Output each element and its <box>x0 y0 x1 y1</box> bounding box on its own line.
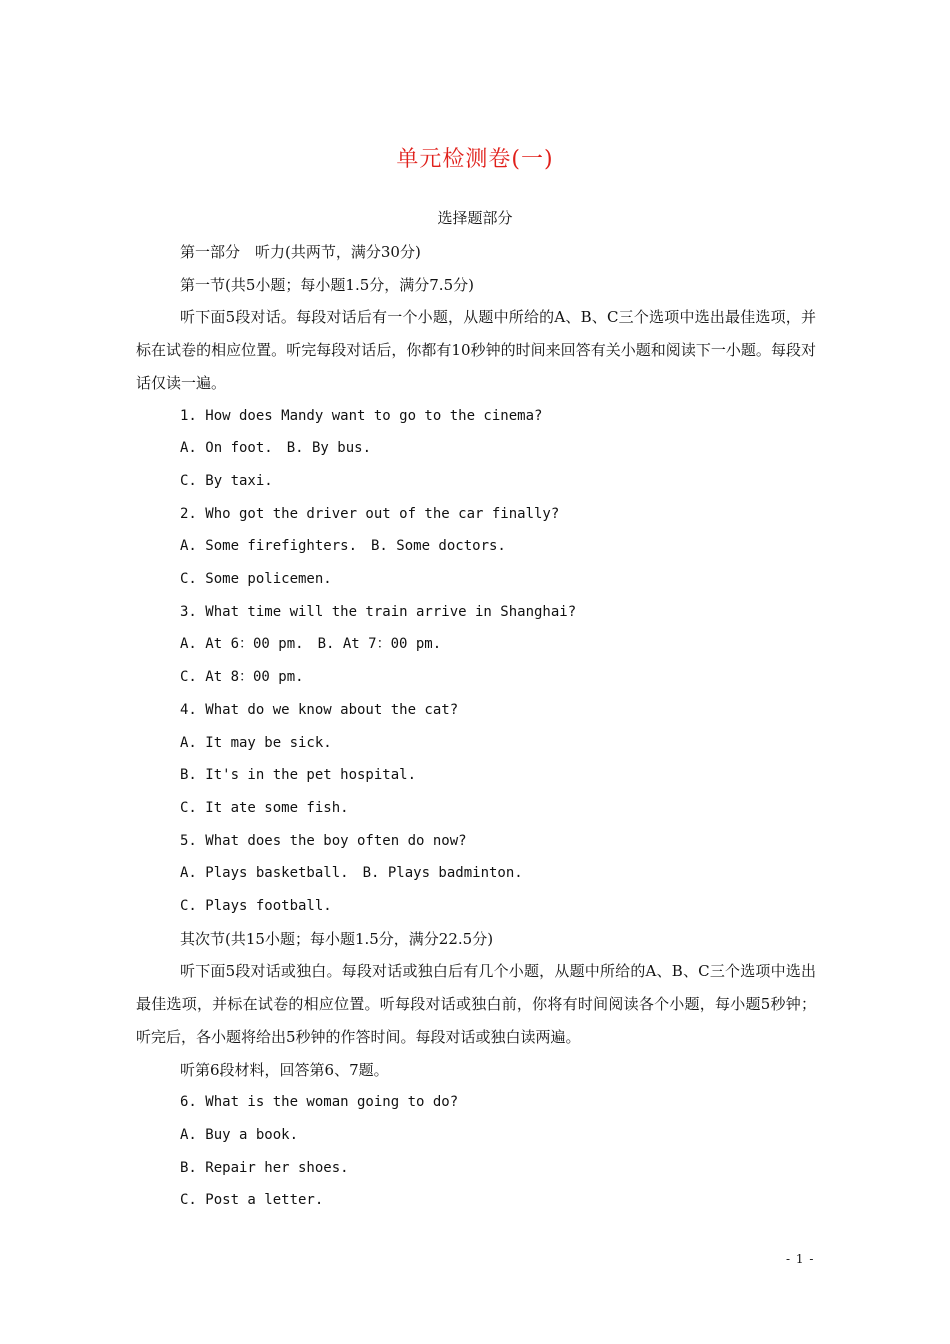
question-2: 2. Who got the driver out of the car finally? <box>180 505 560 522</box>
question-5-options-row-1: A. Plays basketball. B. Plays badminton. <box>180 865 523 882</box>
question-4-option-a: A. It may be sick. <box>180 734 332 751</box>
question-1: 1. How does Mandy want to go to the cinema? <box>180 407 543 424</box>
question-5-options-row-2: C. Plays football. <box>180 898 332 915</box>
part-heading: 第一部分 听力(共两节，满分30分) <box>180 243 421 261</box>
page-title: 单元检测卷(一) <box>396 147 554 172</box>
question-6-option-c: C. Post a letter. <box>180 1192 324 1209</box>
question-3: 3. What time will the train arrive in Shanghai? <box>180 603 577 620</box>
question-2-options-row-1: A. Some firefighters. B. Some doctors. <box>180 538 506 555</box>
section-two-instructions: 听下面5段对话或独白。每段对话或独白后有几个小题，从题中所给的A、B、C三个选项中选出最佳选项，并标在试卷的相应位置。听每段对话或独白前，你将有时间阅读各个小题，每小题5秒钟；听完后，各小题将给出5秒钟的作答时间。每段对话或独白读两遍。 <box>136 962 816 1046</box>
section-one-heading: 第一节(共5小题；每小题1.5分，满分7.5分) <box>180 275 474 294</box>
page-number: - 1 - <box>786 1252 815 1266</box>
question-2-options-row-2: C. Some policemen. <box>180 571 332 588</box>
question-1-options-row-2: C. By taxi. <box>180 472 273 489</box>
question-1-options-row-1: A. On foot. B. By bus. <box>180 440 372 457</box>
question-4-option-b: B. It's in the pet hospital. <box>180 767 417 784</box>
question-4-option-c: C. It ate some fish. <box>180 799 349 816</box>
document-body <box>136 236 816 1217</box>
question-6-option-a: A. Buy a book. <box>180 1126 299 1143</box>
question-6-option-b: B. Repair her shoes. <box>180 1159 349 1176</box>
question-6: 6. What is the woman going to do? <box>180 1094 459 1111</box>
material-note: 听第6段材料，回答第6、7题。 <box>180 1060 389 1079</box>
question-3-options-row-1: A. At 6：00 pm. B. At 7：00 pm. <box>180 636 442 653</box>
question-5: 5. What does the boy often do now? <box>180 832 467 849</box>
section-heading: 选择题部分 <box>437 209 513 227</box>
question-4: 4. What do we know about the cat? <box>180 701 459 718</box>
section-two-heading: 其次节(共15小题；每小题1.5分，满分22.5分) <box>180 929 494 948</box>
question-3-options-row-2: C. At 8：00 pm. <box>180 669 304 686</box>
section-one-instructions: 听下面5段对话。每段对话后有一个小题，从题中所给的A、B、C三个选项中选出最佳选项，并标在试卷的相应位置。听完每段对话后，你都有10秒钟的时间来回答有关小题和阅读下一小题。每段对话仅读一遍。 <box>136 308 816 392</box>
